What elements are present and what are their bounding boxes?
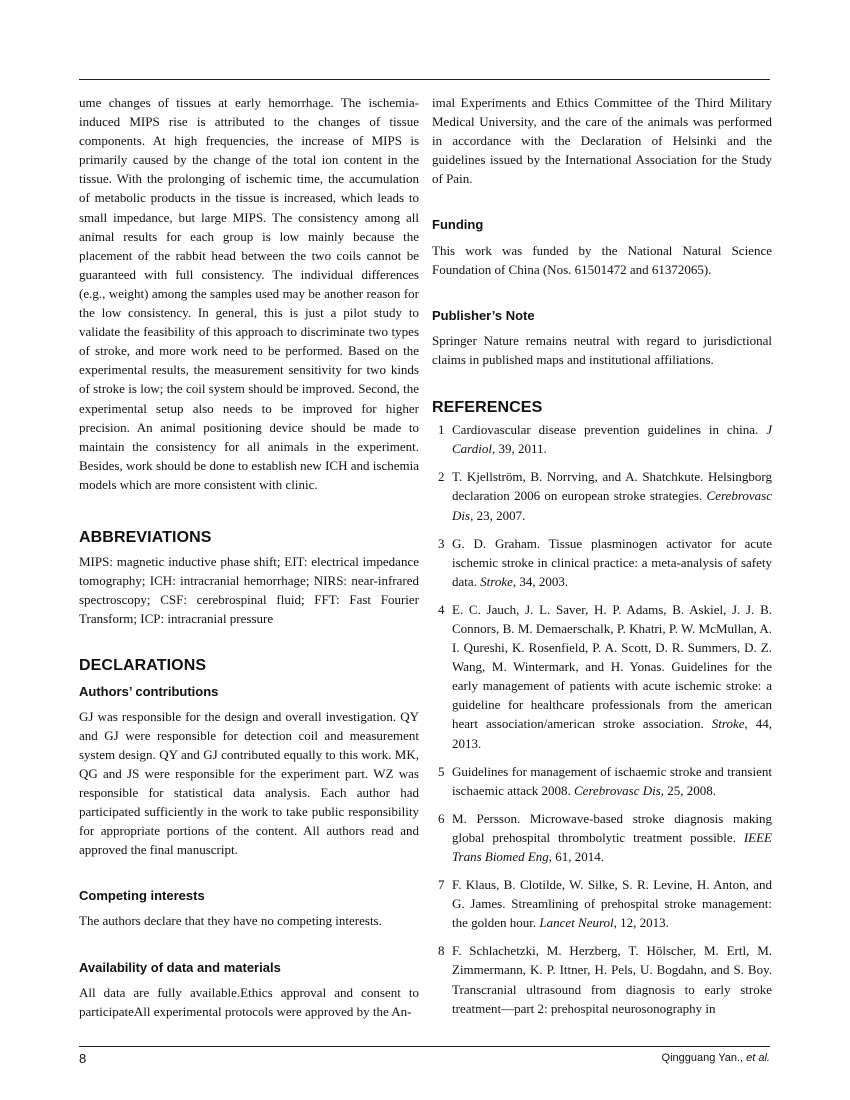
abbreviations-text: MIPS: magnetic inductive phase shift; EIT: electrical impedance tomography; ICH: intracranial hemorrhage; NIRS: near-infrared spectroscopy; CSF: cerebrospinal fluid; FFT: Fast Fourier Transform; ICP: intracranial pressure	[79, 554, 419, 627]
et-al: et al.	[746, 1052, 770, 1064]
reference-text: Cardiovascular disease prevention guidelines in china.	[452, 422, 767, 438]
publishers-note-text: Springer Nature remains neutral with regard to jurisdictional claims in published maps and institutional affiliations.	[432, 332, 772, 367]
reference-item	[432, 534, 772, 591]
competing-interests-text: The authors declare that they have no competing interests.	[79, 913, 382, 929]
publishers-note-heading: Publisher’s Note	[432, 307, 535, 323]
abbreviations-heading: ABBREVIATIONS	[79, 528, 212, 546]
reference-item	[432, 467, 772, 524]
reference-text: E. C. Jauch, J. L. Saver, H. P. Adams, B. Askiel, J. J. B. Connors, B. M. Demaerschalk, P. Khatri, P. W. McMullan, A. I. Qureshi, K. Rosenfield, P. A. Scott, D. R. Summers, D. Z. Wang, M. Wintermark, and H. Yonas. Guidelines for the early management of patients with acute ischemic stroke: a guideline for healthcare professionals from the american heart association/american stroke association.	[452, 601, 772, 732]
reference-details: , 25, 2008.	[660, 782, 717, 798]
funding-heading: Funding	[432, 217, 484, 233]
reference-journal: Stroke	[711, 716, 745, 732]
reference-journal: Cerebrovasc Dis	[452, 488, 772, 523]
reference-text: Guidelines for management of ischaemic stroke and transient ischaemic attack 2008.	[452, 763, 772, 798]
declarations-heading: DECLARATIONS	[79, 657, 207, 675]
reference-journal: Lancet Neurol	[539, 915, 614, 931]
page-number: 8	[79, 1051, 87, 1066]
reference-item	[432, 762, 772, 800]
reference-journal: IEEE Trans Biomed Eng	[452, 829, 772, 864]
authors-contributions-heading: Authors’ contributions	[79, 683, 219, 699]
availability-text: All data are fully available.Ethics approval and consent to participateAll experimental protocols were approved by the An-	[79, 984, 419, 1019]
header-rule	[79, 79, 770, 80]
discussion-continuation: ume changes of tissues at early hemorrhage. The ischemia-induced MIPS rise is attributed to the changes of tissue components. At high frequencies, the increase of MIPS is primarily caused by the change of the total ion content in the tissue. With the prolonging of ischemic time, the accumulation of metabolic products in the tissue is increased, which leads to small impedance, but large MIPS. The consistency among all animal results for each group is low mainly because the placement of the rabbit head between the two coils cannot be guaranteed with full consistency. The individual differences (e.g., weight) among the samples used may be another reason for the low consistency. In general, this is just a pilot study to validate the feasibility of this approach to discriminate two types of stroke, and more work need to be performed. Based on the experimental results, the measurement sensitivity for two kinds of stroke is low; the coil system should be improved. Second, the experimental setup also needs to be improved for higher precision. An animal positioning device should be made to maintain the consistency for all animals in the experiment. Besides, work should be done to establish new ICH and ischemia models which are more consistent with clinic.	[79, 95, 419, 492]
reference-details: , 12, 2013.	[613, 915, 669, 931]
reference-item	[432, 875, 772, 932]
references-heading: REFERENCES	[432, 399, 543, 417]
reference-journal: Stroke	[480, 573, 513, 589]
reference-details: , 23, 2007.	[470, 507, 526, 523]
funding-text: This work was funded by the National Natural Science Foundation of China (Nos. 61501472 and 61372065).	[432, 242, 772, 277]
reference-item	[432, 600, 772, 753]
reference-text: G. D. Graham. Tissue plasminogen activator for acute ischemic stroke in clinical practice: a meta-analysis of safety data.	[452, 535, 772, 589]
footer-rule	[79, 1046, 770, 1047]
reference-number: 1	[438, 422, 445, 438]
reference-number: 8	[438, 943, 445, 959]
reference-details: , 44, 2013.	[452, 716, 772, 751]
reference-item	[432, 809, 772, 866]
author-name: Qingguang Yan.,	[661, 1052, 747, 1064]
reference-number: 2	[438, 469, 445, 485]
reference-text: F. Klaus, B. Clotilde, W. Silke, S. R. Levine, H. Anton, and G. James. Streamlining of prehospital stroke management: the golden hour.	[452, 877, 772, 931]
ethics-continuation: imal Experiments and Ethics Committee of the Third Military Medical University, and the care of the animals was performed in accordance with the Declaration of Helsinki and the guidelines issued by the International Association for the Study of Pain.	[432, 95, 772, 187]
reference-number: 6	[438, 810, 445, 826]
reference-number: 4	[438, 601, 445, 617]
reference-text: T. Kjellström, B. Norrving, and A. Shatchkute. Helsingborg declaration 2006 on european stroke strategies.	[452, 469, 772, 504]
reference-number: 7	[438, 877, 445, 893]
reference-number: 5	[438, 763, 445, 779]
reference-text: F. Schlachetzki, M. Herzberg, T. Hölscher, M. Ertl, M. Zimmermann, K. P. Ittner, H. Pels, U. Bogdahn, and S. Boy. Transcranial ultrasound from diagnosis to early stroke treatment—part 2: prehospital neurosonography in	[452, 943, 772, 1016]
reference-details: , 34, 2003.	[512, 573, 569, 589]
availability-heading: Availability of data and materials	[79, 959, 281, 975]
left-column	[79, 93, 419, 1021]
reference-text: M. Persson. Microwave-based stroke diagnosis making global prehospital thrombolytic treatment possible.	[452, 810, 772, 845]
reference-journal: J Cardiol	[452, 422, 772, 457]
reference-item	[432, 941, 772, 1017]
reference-journal: Cerebrovasc Dis	[574, 782, 661, 798]
reference-details: , 61, 2014.	[548, 849, 605, 864]
reference-details: , 39, 2011.	[491, 441, 547, 457]
competing-interests-heading: Competing interests	[79, 888, 205, 904]
authors-contributions-text: GJ was responsible for the design and overall investigation. QY and GJ were responsible for detection coil and measurement system design. QY and GJ contributed equally to this work. MK, QG and JS were responsible for the experiment part. WZ was responsible for statistical data analysis. Each author had participated sufficiently in the work to take public responsibility for appropriate portions of the content. All authors read and approved the final manuscript.	[79, 708, 419, 858]
reference-item	[432, 420, 772, 458]
right-column	[432, 93, 772, 1018]
reference-number: 3	[438, 535, 445, 551]
running-author	[662, 1052, 770, 1064]
references-list	[432, 420, 772, 1018]
